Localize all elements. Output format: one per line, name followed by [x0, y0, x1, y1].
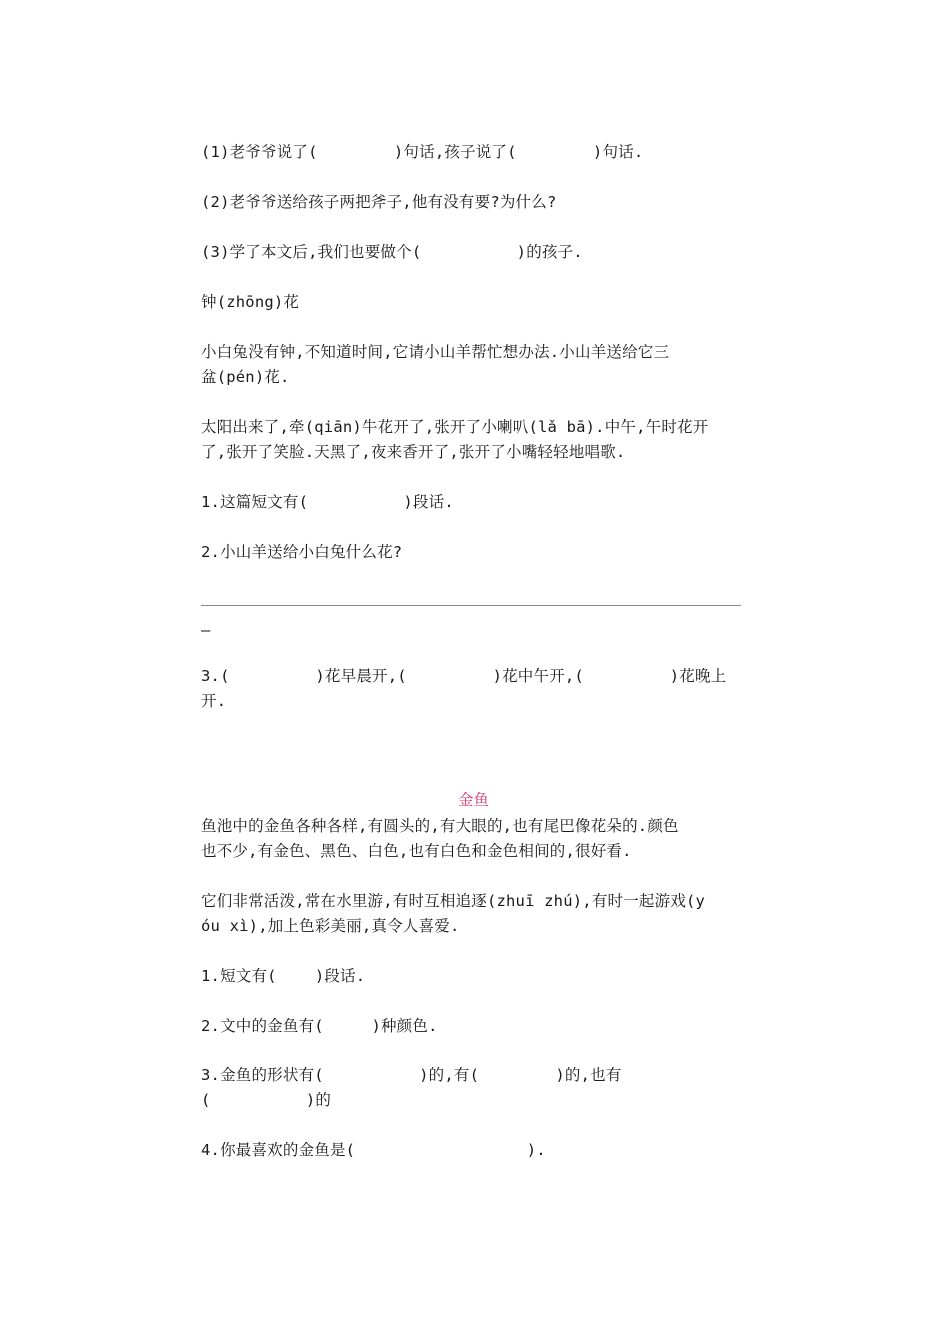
- zhonghua-question-3-line-2: 开.: [201, 692, 227, 710]
- jinyu-question-3-line-1: 3.金鱼的形状有( )的,有( )的,也有: [201, 1066, 622, 1084]
- question-1-3: (3)学了本文后,我们也要做个( )的孩子.: [201, 243, 583, 261]
- zhonghua-question-1: 1.这篇短文有( )段话.: [201, 493, 454, 511]
- jinyu-paragraph-1-line-2: 也不少,有金色、黑色、白色,也有白色和金色相间的,很好看.: [201, 842, 632, 860]
- zhonghua-question-3-line-1: 3.( )花早晨开,( )花中午开,( )花晚上: [201, 667, 727, 685]
- jinyu-title: 金鱼: [458, 791, 490, 809]
- jinyu-paragraph-1-line-1: 鱼池中的金鱼各种各样,有圆头的,有大眼的,也有尾巴像花朵的.颜色: [201, 817, 679, 835]
- jinyu-question-3-line-2: ( )的: [201, 1091, 332, 1109]
- jinyu-paragraph-2-line-2: óu xì),加上色彩美丽,真令人喜爱.: [201, 917, 460, 935]
- jinyu-question-2: 2.文中的金鱼有( )种颜色.: [201, 1017, 438, 1035]
- answer-line-end: —: [201, 621, 211, 639]
- question-1-1: (1)老爷爷说了( )句话,孩子说了( )句话.: [201, 143, 644, 161]
- zhonghua-paragraph-1-line-1: 小白兔没有钟,不知道时间,它请小山羊帮忙想办法.小山羊送给它三: [201, 343, 670, 361]
- answer-line: [201, 605, 741, 606]
- question-1-2: (2)老爷爷送给孩子两把斧子,他有没有要?为什么?: [201, 193, 557, 211]
- jinyu-paragraph-2-line-1: 它们非常活泼,常在水里游,有时互相追逐(zhuī zhú),有时一起游戏(y: [201, 892, 706, 910]
- zhonghua-paragraph-1-line-2: 盆(pén)花.: [201, 368, 290, 386]
- zhonghua-paragraph-2-line-2: 了,张开了笑脸.天黑了,夜来香开了,张开了小嘴轻轻地唱歌.: [201, 443, 626, 461]
- zhonghua-paragraph-2-line-1: 太阳出来了,牵(qiān)牛花开了,张开了小喇叭(lǎ bā).中午,午时花开: [201, 418, 709, 436]
- zhonghua-title: 钟(zhōng)花: [201, 293, 300, 311]
- zhonghua-question-2: 2.小山羊送给小白兔什么花?: [201, 543, 403, 561]
- jinyu-question-1: 1.短文有( )段话.: [201, 967, 366, 985]
- jinyu-question-4: 4.你最喜欢的金鱼是( ).: [201, 1141, 546, 1159]
